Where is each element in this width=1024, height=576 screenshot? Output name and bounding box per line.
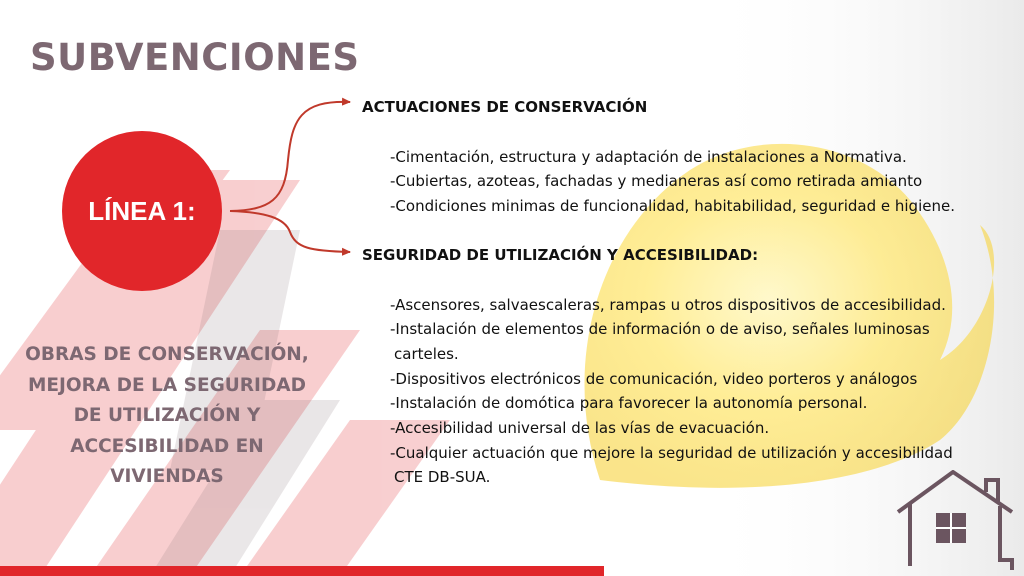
footer-bar: [0, 566, 604, 576]
list-item: CTE DB-SUA.: [394, 468, 491, 487]
line-badge-label: LÍNEA 1:: [88, 195, 196, 226]
section-heading-conservacion: ACTUACIONES DE CONSERVACIÓN: [362, 98, 648, 116]
list-item: -Cualquier actuación que mejore la seguridad de utilización y accesibilidad: [390, 443, 953, 462]
list-item: -Instalación de elementos de información o de aviso, señales luminosas: [390, 320, 930, 339]
subtitle-text: OBRAS DE CONSERVACIÓN, MEJORA DE LA SEGURIDAD DE UTILIZACIÓN Y ACCESIBILIDAD EN VIVIENDAS: [25, 344, 309, 487]
page-title: SUBVENCIONES: [30, 36, 360, 79]
list-item: -Ascensores, salvaescaleras, rampas u otros dispositivos de accesibilidad.: [390, 295, 946, 314]
list-item: -Instalación de domótica para favorecer la autonomía personal.: [390, 394, 868, 413]
list-item: -Condiciones minimas de funcionalidad, habitabilidad, seguridad e higiene.: [390, 196, 955, 215]
list-item: carteles.: [394, 344, 459, 363]
list-item: -Dispositivos electrónicos de comunicación, video porteros y análogos: [390, 369, 918, 388]
list-item: -Cubiertas, azoteas, fachadas y medianeras así como retirada amianto: [390, 172, 923, 191]
house-icon: [890, 470, 1020, 570]
content-list: [362, 95, 1022, 490]
list-item: -Accesibilidad universal de las vías de evacuación.: [390, 419, 770, 437]
section-heading-seguridad: SEGURIDAD DE UTILIZACIÓN Y ACCESIBILIDAD:: [362, 246, 759, 265]
list-item: -Cimentación, estructura y adaptación de instalaciones a Normativa.: [390, 147, 907, 166]
